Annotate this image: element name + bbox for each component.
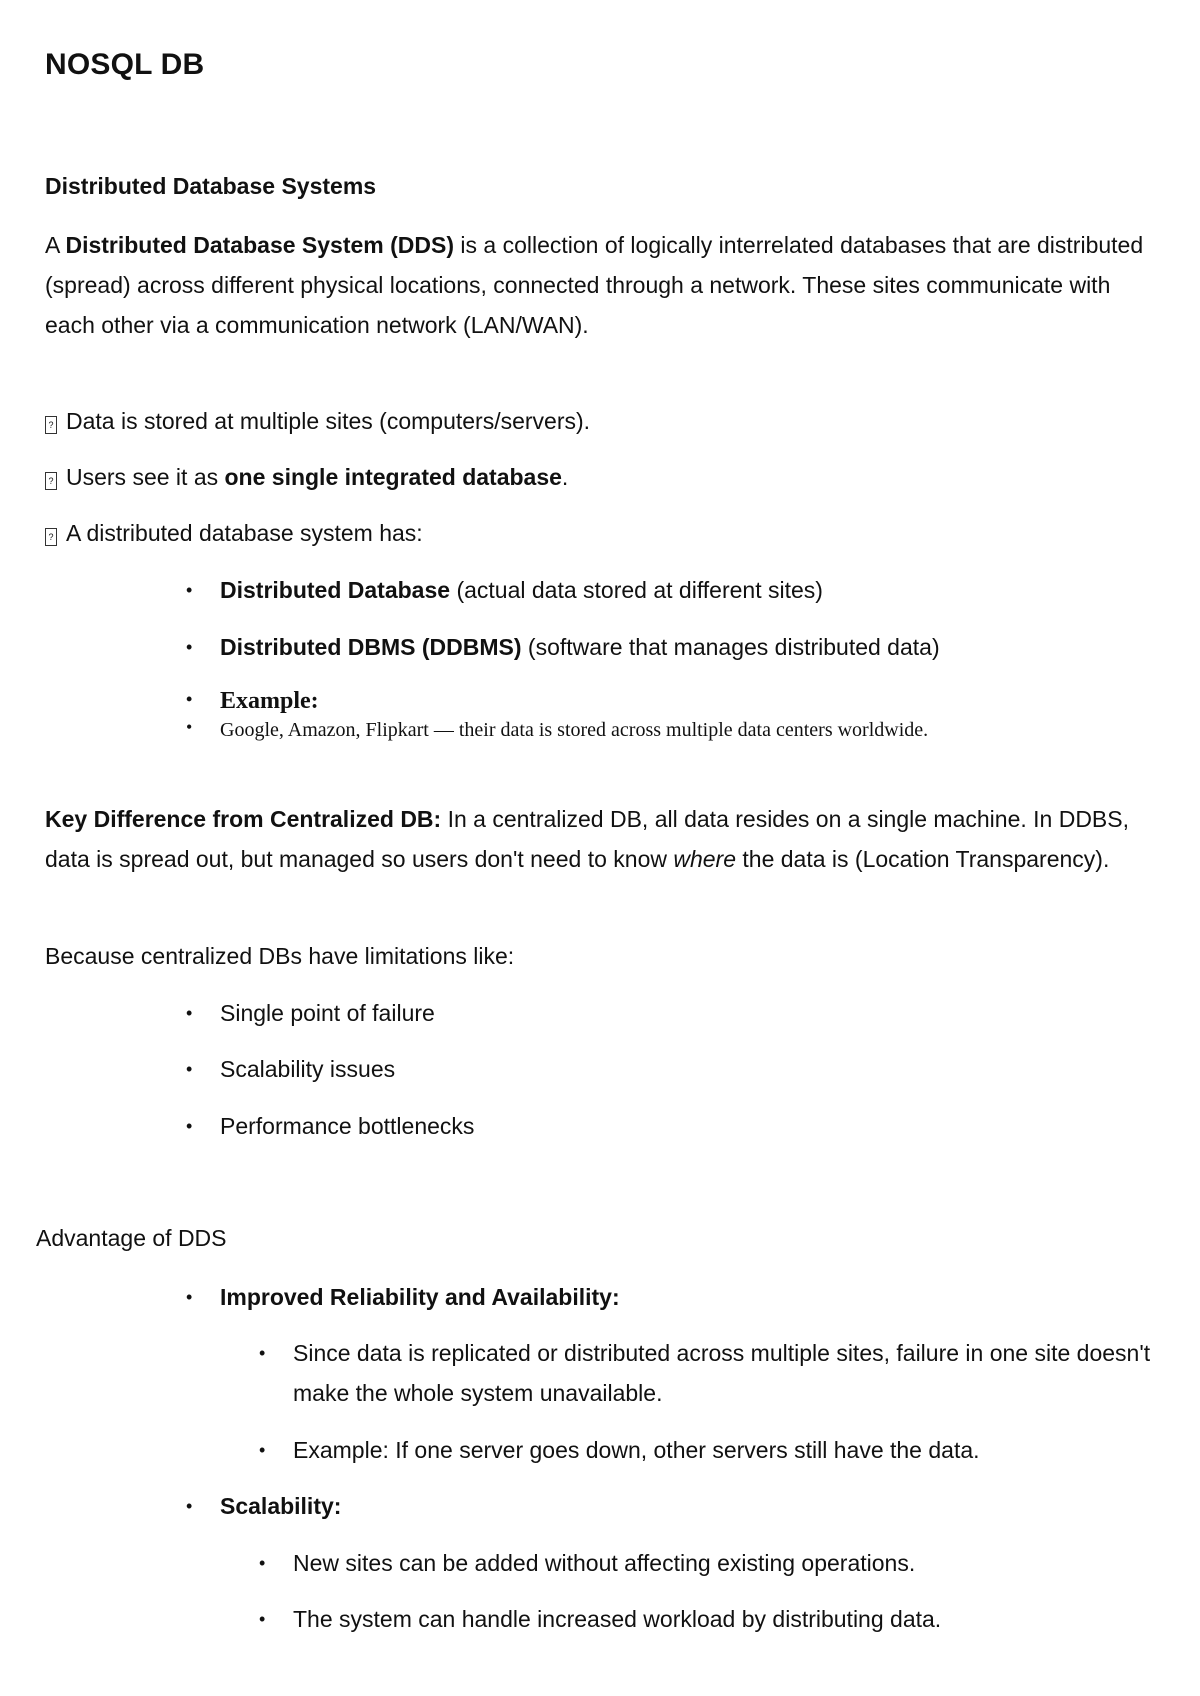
example-label: Example: bbox=[220, 688, 319, 714]
advantage-detail-text: The system can handle increased workload by distributing data. bbox=[293, 1606, 942, 1632]
point-system-has bbox=[45, 518, 423, 548]
key-difference-italic: where bbox=[673, 846, 737, 872]
example-text: Google, Amazon, Flipkart — their data is stored across multiple data centers worldwide. bbox=[220, 719, 929, 741]
limitation-text: Performance bottlenecks bbox=[220, 1113, 475, 1139]
bullet-icon: • bbox=[259, 1343, 266, 1363]
limitation-item bbox=[186, 993, 435, 1033]
advantage-detail-item bbox=[259, 1430, 980, 1470]
component-item-database bbox=[186, 570, 823, 610]
advantage-detail-item bbox=[259, 1543, 916, 1583]
advantage-label: Improved Reliability and Availability: bbox=[220, 1284, 620, 1310]
section-heading: Distributed Database Systems bbox=[45, 173, 377, 199]
limitation-text: Single point of failure bbox=[220, 1000, 435, 1026]
bullet-icon: • bbox=[186, 637, 193, 657]
bullet-icon: • bbox=[186, 1003, 193, 1023]
key-difference-text-2: the data is (Location Transparency). bbox=[736, 846, 1110, 872]
component-name: Distributed Database bbox=[220, 577, 451, 603]
bullet-icon: • bbox=[186, 1059, 193, 1079]
bullet-icon: • bbox=[259, 1609, 266, 1629]
key-difference-paragraph bbox=[45, 799, 1155, 879]
point-single-database bbox=[45, 462, 568, 492]
advantage-detail-text: Example: If one server goes down, other servers still have the data. bbox=[293, 1437, 980, 1463]
missing-glyph-icon: ? bbox=[45, 528, 57, 546]
advantage-detail-item bbox=[259, 1333, 1153, 1413]
bullet-icon: • bbox=[186, 1116, 193, 1136]
key-difference-label: Key Difference from Centralized DB: bbox=[45, 806, 442, 832]
intro-body: is a collection of logically interrelated databases that are distributed (spread) across different physical locations, connected through a network. These sites communicate with each other via a communication network (LAN/WAN). bbox=[45, 232, 1144, 338]
bullet-icon: • bbox=[259, 1553, 266, 1573]
component-item-ddbms bbox=[186, 627, 940, 667]
key-difference-text-1: In a centralized DB, all data resides on a single machine. In DDBS, data is spread out, but managed so users don't need to know bbox=[45, 806, 1130, 872]
missing-glyph-icon: ? bbox=[45, 472, 57, 490]
bullet-icon: • bbox=[186, 1496, 193, 1516]
example-label-item bbox=[186, 686, 319, 716]
point-after: . bbox=[561, 464, 569, 490]
advantage-label: Scalability: bbox=[220, 1493, 342, 1519]
point-text: A distributed database system has: bbox=[66, 520, 423, 546]
advantage-item-scalability bbox=[186, 1486, 342, 1526]
intro-paragraph bbox=[45, 225, 1155, 345]
bullet-icon: • bbox=[186, 1287, 193, 1307]
advantage-detail-item bbox=[259, 1599, 942, 1639]
intro-bold-term: Distributed Database System (DDS) bbox=[65, 232, 455, 258]
point-bold: one single integrated database bbox=[224, 464, 562, 490]
missing-glyph-icon: ? bbox=[45, 416, 57, 434]
limitations-intro: Because centralized DBs have limitations like: bbox=[45, 943, 515, 969]
point-stored-multiple-sites bbox=[45, 406, 590, 436]
intro-prefix: A bbox=[45, 232, 66, 258]
page-title: NOSQL DB bbox=[45, 48, 205, 81]
point-text: Users see it as bbox=[66, 464, 225, 490]
example-text-item bbox=[186, 717, 980, 744]
bullet-icon: • bbox=[186, 717, 193, 737]
advantage-detail-text: Since data is replicated or distributed across multiple sites, failure in one site doesn't make the whole system unavailable. bbox=[293, 1340, 1151, 1406]
bullet-icon: • bbox=[186, 580, 193, 600]
advantage-detail-text: New sites can be added without affecting existing operations. bbox=[293, 1550, 916, 1576]
component-desc: (actual data stored at different sites) bbox=[450, 577, 823, 603]
bullet-icon: • bbox=[259, 1440, 266, 1460]
advantage-item-reliability bbox=[186, 1277, 620, 1317]
limitation-text: Scalability issues bbox=[220, 1056, 396, 1082]
limitation-item bbox=[186, 1049, 396, 1089]
advantages-heading: Advantage of DDS bbox=[36, 1225, 227, 1251]
limitation-item bbox=[186, 1106, 475, 1146]
component-desc: (software that manages distributed data) bbox=[521, 634, 940, 660]
bullet-icon: • bbox=[186, 689, 193, 709]
component-name: Distributed DBMS (DDBMS) bbox=[220, 634, 522, 660]
point-text: Data is stored at multiple sites (computers/servers). bbox=[66, 408, 591, 434]
